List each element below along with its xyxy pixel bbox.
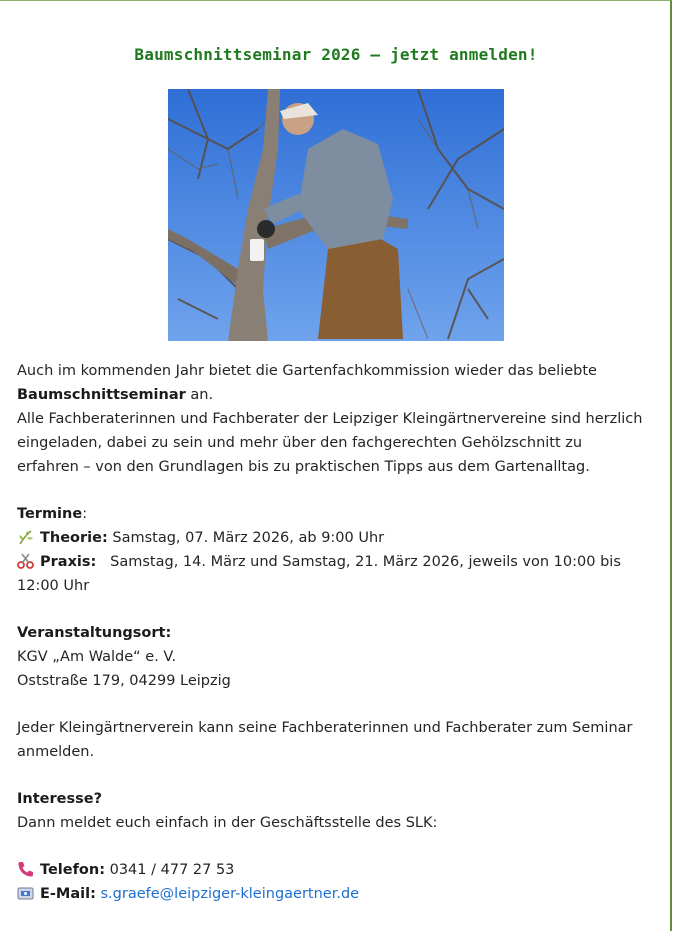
interest-heading: Interesse? (17, 791, 102, 807)
theorie-line (17, 530, 384, 546)
tree-pruning-photo (168, 89, 504, 341)
contact-section (17, 858, 647, 906)
intro-description: Alle Fachberaterinnen und Fachberater der Leipziger Kleingärtnervereine sind herzlich eingeladen, dabei zu sein und mehr über den fachgerechten Gehölzschnitt zu erfahren – von den Grundlagen bis zu praktischen Tipps aus dem Gartenalltag. (17, 411, 643, 475)
phone-line (17, 862, 234, 878)
praxis-line (17, 554, 625, 594)
scissors-icon (17, 553, 34, 569)
article-body (17, 359, 647, 906)
envelope-icon (17, 885, 34, 901)
termine-section (17, 502, 647, 598)
page-title: Baumschnittseminar 2026 – jetzt anmelden! (134, 45, 538, 64)
interest-section (17, 787, 647, 835)
theorie-date: Samstag, 07. März 2026, ab 9:00 Uhr (107, 530, 385, 546)
telephone-icon (17, 861, 34, 877)
intro-line: Auch im kommenden Jahr bietet die Gartenfachkommission wieder das beliebte (17, 363, 597, 379)
phone-number: 0341 / 477 27 53 (105, 862, 235, 878)
theorie-label: Theorie: (40, 530, 108, 546)
praxis-label: Praxis: (40, 554, 97, 570)
intro-tail: an. (185, 387, 214, 403)
email-link[interactable]: s.graefe@leipziger-kleingaertner.de (100, 886, 360, 902)
email-line (17, 886, 359, 902)
location-name: KGV „Am Walde“ e. V. (17, 649, 177, 665)
phone-label: Telefon: (40, 862, 105, 878)
location-address: Oststraße 179, 04299 Leipzig (17, 673, 231, 689)
termine-colon: : (82, 506, 88, 522)
location-section (17, 621, 647, 693)
email-label: E-Mail: (40, 886, 96, 902)
termine-heading: Termine (17, 506, 83, 522)
interest-text: Dann meldet euch einfach in der Geschäftsstelle des SLK: (17, 815, 438, 831)
registration-note: Jeder Kleingärtnerverein kann seine Fachberaterinnen und Fachberater zum Seminar anmelden. (17, 720, 633, 760)
location-heading: Veranstaltungsort: (17, 625, 172, 641)
praxis-dates: Samstag, 14. März und Samstag, 21. März 2026, jeweils von 10:00 bis 12:00 Uhr (17, 554, 626, 594)
herb-icon (17, 529, 34, 545)
seminar-name: Baumschnittseminar (17, 387, 186, 403)
intro-paragraph (17, 359, 647, 479)
